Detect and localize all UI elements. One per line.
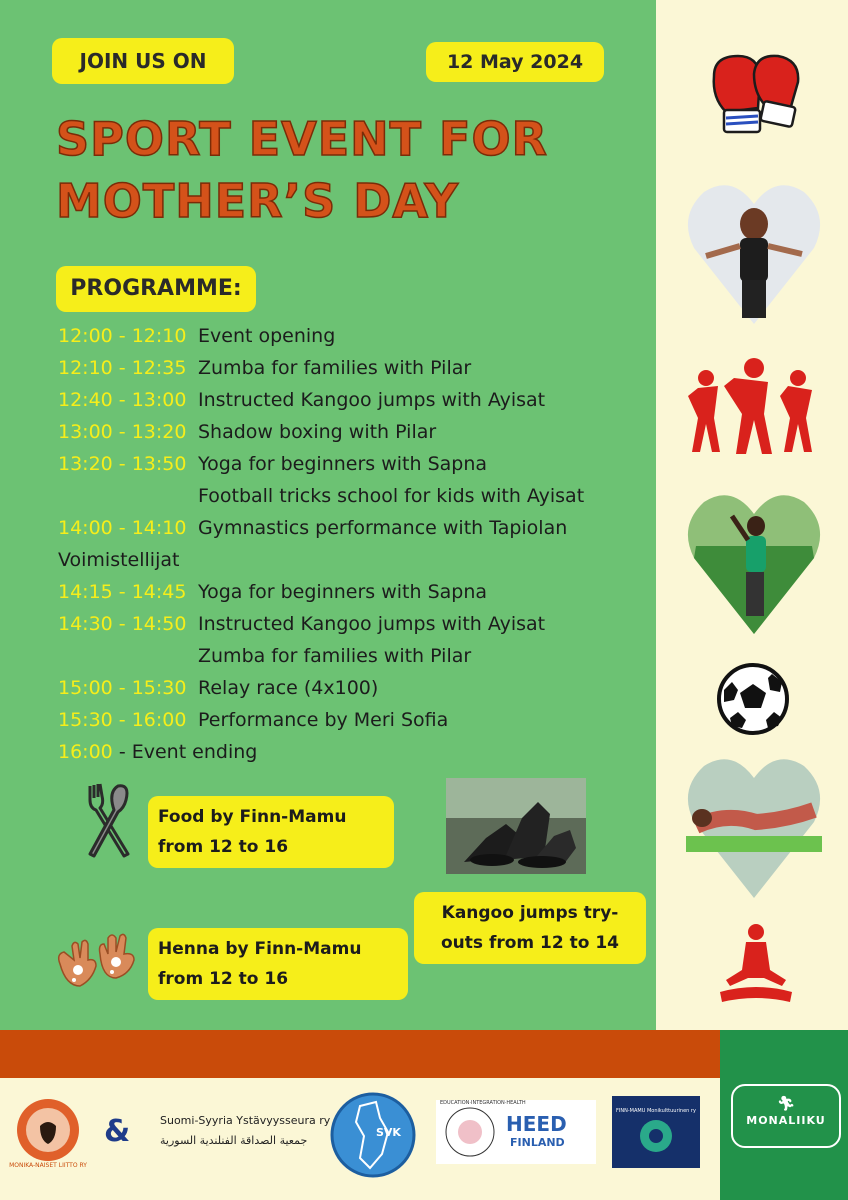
programme-item (58, 320, 658, 352)
programme-time: 13:20 - 13:50 (58, 453, 187, 475)
programme-heading: PROGRAMME: (56, 266, 256, 312)
heed-text: HEED (506, 1112, 567, 1136)
programme-activity: Football tricks school for kids with Ayisat (198, 485, 585, 507)
programme-item (58, 544, 658, 576)
programme-item (58, 672, 658, 704)
programme-time: 14:00 - 14:10 (58, 517, 187, 539)
suomi-syyria-arabic-text: جمعية الصداقة الفنلندية السورية (160, 1134, 308, 1147)
svk-logo (330, 1092, 416, 1178)
programme-time: 14:15 - 14:45 (58, 581, 187, 603)
kangoo-shoes-photo (446, 778, 586, 874)
join-us-badge: JOIN US ON (52, 38, 234, 84)
programme-activity: Shadow boxing with Pilar (198, 421, 437, 443)
heart-frame (686, 750, 822, 900)
programme-item (58, 704, 658, 736)
programme-time: 12:40 - 13:00 (58, 389, 187, 411)
monaliiku-text: MONALIIKU (746, 1114, 826, 1127)
programme-activity: Yoga for beginners with Sapna (198, 581, 488, 603)
food-line-2: from 12 to 16 (158, 837, 289, 857)
suomi-syyria-text: Suomi-Syyria Ystävyysseura ry (160, 1114, 331, 1127)
heed-ring-text: EDUCATION·INTEGRATION·HEALTH (440, 1100, 526, 1106)
programme-activity: Instructed Kangoo jumps with Ayisat (198, 389, 546, 411)
programme-time: 12:00 - 12:10 (58, 325, 187, 347)
food-line-1: Food by Finn-Mamu (158, 807, 347, 827)
finland-text: FINLAND (510, 1136, 565, 1149)
cutlery-icon (84, 782, 134, 860)
kangoo-line-1: Kangoo jumps try- (441, 903, 619, 923)
finn-mamu-emblem (638, 1118, 674, 1154)
heed-ring-emblem (442, 1104, 498, 1160)
programme-activity: Event opening (198, 325, 336, 347)
programme-activity: Zumba for families with Pilar (198, 645, 472, 667)
henna-hands-icon (52, 924, 142, 1000)
programme-item (58, 352, 658, 384)
suomi-syyria-logo (104, 1112, 331, 1156)
heart-frame (686, 176, 822, 326)
heart-frame (686, 486, 822, 636)
programme-activity: Instructed Kangoo jumps with Ayisat (198, 613, 546, 635)
svk-text: SVK (376, 1126, 401, 1139)
programme-item (58, 512, 658, 544)
programme-activity: - Event ending (118, 741, 258, 763)
programme-activity: Relay race (4x100) (198, 677, 379, 699)
programme-item (58, 416, 658, 448)
title-line-1: SPORT EVENT FOR (56, 112, 548, 166)
suomi-syyria-mark: & (104, 1114, 131, 1149)
heart-photo-football (686, 486, 822, 636)
runner-icon: 🏃︎ (777, 1096, 795, 1112)
programme-time: 15:00 - 15:30 (58, 677, 187, 699)
programme-time: 14:30 - 14:50 (58, 613, 187, 635)
programme-activity: Performance by Meri Sofia (198, 709, 449, 731)
programme-item (58, 384, 658, 416)
programme-time: 16:00 (58, 741, 113, 763)
monika-naiset-emblem (16, 1098, 80, 1162)
finn-mamu-logo (612, 1096, 700, 1168)
kangoo-info-box (414, 892, 646, 964)
event-title (56, 108, 636, 232)
soccer-ball-icon (716, 662, 790, 736)
programme-item (58, 640, 658, 672)
meditation-icon (716, 922, 796, 1004)
programme-time: 13:00 - 13:20 (58, 421, 187, 443)
programme-item (58, 608, 658, 640)
programme-activity-continued: Voimistellijat (58, 549, 180, 571)
finn-mamu-text: FINN-MAMU Monikulttuurinen ry (616, 1108, 696, 1114)
food-info-box (148, 796, 394, 868)
programme-item (58, 480, 658, 512)
kangoo-line-2: outs from 12 to 14 (441, 933, 619, 953)
henna-line-1: Henna by Finn-Mamu (158, 939, 362, 959)
programme-time: 15:30 - 16:00 (58, 709, 187, 731)
programme-item (58, 448, 658, 480)
henna-line-2: from 12 to 16 (158, 969, 289, 989)
monaliiku-logo (731, 1084, 841, 1148)
programme-activity: Gymnastics performance with Tapiolan (198, 517, 568, 539)
monika-naiset-text: MONIKA-NAISET LIITTO RY (9, 1162, 87, 1169)
programme-activity: Zumba for families with Pilar (198, 357, 472, 379)
svk-emblem (330, 1092, 416, 1178)
heed-finland-logo (436, 1100, 596, 1164)
programme-activity: Yoga for beginners with Sapna (198, 453, 488, 475)
programme-time: 12:10 - 12:35 (58, 357, 187, 379)
boxing-gloves-icon (700, 48, 810, 144)
programme-item (58, 736, 658, 768)
henna-info-box (148, 928, 408, 1000)
event-date-badge: 12 May 2024 (426, 42, 604, 82)
kangoo-shoes-image (446, 778, 586, 874)
programme-list (58, 320, 658, 768)
title-line-2: MOTHER’S DAY (56, 174, 459, 228)
heart-photo-instructor (686, 176, 822, 326)
heart-photo-yoga (686, 750, 822, 900)
programme-item (58, 576, 658, 608)
dancers-icon (684, 356, 820, 460)
footer-orange-band (0, 1030, 720, 1078)
monika-naiset-logo (9, 1098, 87, 1169)
